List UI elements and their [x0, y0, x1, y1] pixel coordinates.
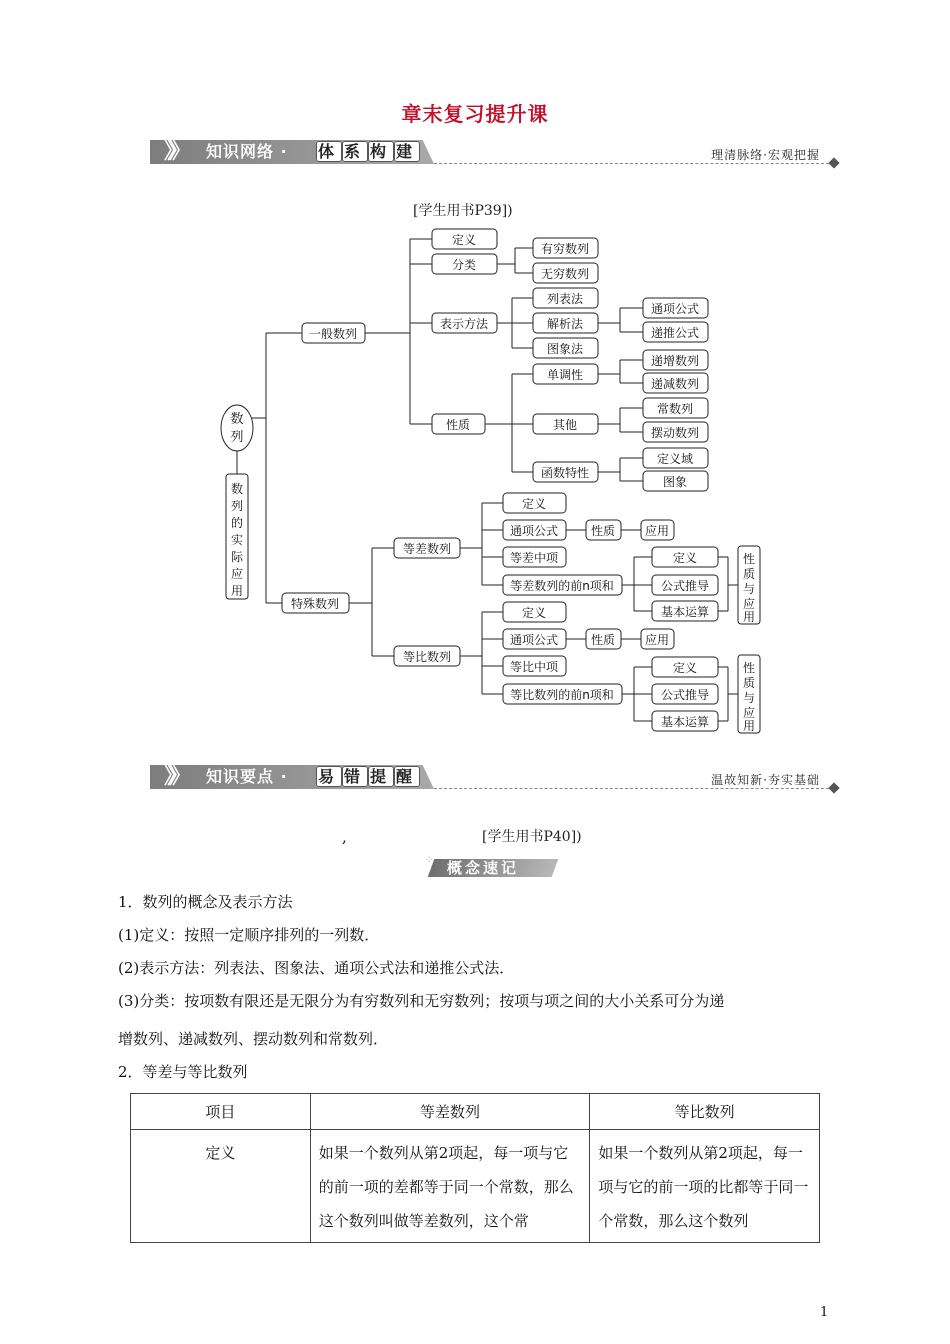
paragraph: 2．等差与等比数列 [118, 1063, 248, 1081]
chevron-icon: 》》 [164, 764, 186, 789]
node-arith-property: 性质 [590, 524, 616, 538]
paragraph: (3)分类：按项数有限还是无限分为有穷数列和无穷数列；按项与项之间的大小关系可分为递 [118, 992, 725, 1010]
node-arith-derive: 公式推导 [660, 579, 710, 593]
node-geom-sum: 等比数列的前n项和 [510, 688, 614, 702]
node-increasing: 递增数列 [650, 354, 700, 368]
table-header-row [131, 1094, 820, 1130]
banner-label: 知识网络 · [206, 142, 288, 161]
app-char: 实 [230, 533, 244, 547]
node-other: 其他 [552, 418, 578, 432]
prop-apply-char: 质 [742, 567, 756, 581]
stray-comma: , [342, 828, 347, 846]
node-geom-def: 定义 [521, 606, 547, 620]
table-header: 项目 [131, 1094, 311, 1130]
node-image: 图象 [662, 475, 688, 489]
node-arith-sum-def: 定义 [672, 551, 698, 565]
node-geom-mean: 等比中项 [509, 660, 559, 674]
chevron-icon: 》》 [164, 139, 186, 164]
node-finite: 有穷数列 [540, 242, 590, 256]
node-arith: 等差数列 [402, 542, 452, 556]
banner-right-caption: 温故知新·夯实基础 [711, 773, 820, 787]
prop-apply-char: 质 [742, 676, 756, 690]
dots-icon: ⁘ [425, 855, 434, 866]
app-char: 数 [230, 482, 244, 496]
paragraph: (2)表示方法：列表法、图象法、通项公式法和递推公式法． [118, 959, 515, 977]
table-cell: 如果一个数列从第2项起，每一项与它的前一项的比都等于同一个常数，那么这个数列 [590, 1130, 820, 1243]
node-analytic: 解析法 [546, 317, 584, 331]
node-arith-formula: 通项公式 [509, 524, 559, 538]
table-cell: 如果一个数列从第2项起，每一项与它的前一项的差都等于同一个常数，那么这个数列叫做等差数列，这个常 [310, 1130, 590, 1243]
node-oscillating: 摆动数列 [650, 426, 700, 440]
sub-heading-text: 概念速记 [447, 859, 520, 877]
prop-apply-char: 性 [742, 552, 756, 566]
node-infinite: 无穷数列 [540, 267, 590, 281]
table-row [131, 1130, 820, 1243]
node-geom-derive: 公式推导 [660, 688, 710, 702]
prop-apply-char: 用 [742, 610, 756, 624]
prop-apply-char: 应 [742, 706, 756, 720]
app-char: 的 [230, 516, 244, 530]
node-arith-def: 定义 [521, 497, 547, 511]
node-geom-apply: 应用 [644, 633, 670, 647]
node-arith-sum: 等差数列的前n项和 [510, 579, 614, 593]
node-graph-method: 图象法 [546, 342, 584, 356]
diamond-icon [828, 782, 839, 793]
node-definition: 定义 [451, 233, 477, 247]
node-constant: 常数列 [656, 402, 694, 416]
node-recursive-formula: 递推公式 [650, 326, 700, 340]
node-arith-mean: 等差中项 [509, 551, 559, 565]
app-char: 应 [230, 567, 244, 581]
prop-apply-char: 与 [742, 582, 756, 596]
app-char: 际 [230, 550, 244, 564]
paragraph: 1．数列的概念及表示方法 [118, 893, 293, 911]
table-header: 等差数列 [310, 1094, 590, 1130]
node-general: 一般数列 [308, 327, 358, 341]
node-monotonic: 单调性 [546, 368, 584, 382]
banner-label: 知识要点 · [206, 767, 288, 786]
root-label-2: 列 [230, 430, 244, 445]
app-char: 用 [230, 584, 244, 598]
prop-apply-char: 与 [742, 691, 756, 705]
node-general-formula: 通项公式 [650, 302, 700, 316]
node-classify: 分类 [451, 258, 477, 272]
node-geom-calc: 基本运算 [660, 715, 710, 729]
root-label-1: 数 [230, 412, 244, 427]
banner-rule [434, 788, 834, 789]
prop-apply-char: 性 [742, 661, 756, 675]
node-domain: 定义域 [656, 452, 694, 466]
sub-heading [425, 855, 565, 881]
student-book-reference: [学生用书P39]) [413, 203, 513, 219]
paragraph: (1)定义：按照一定顺序排列的一列数． [118, 926, 380, 944]
node-geom-property: 性质 [590, 633, 616, 647]
node-geom-formula: 通项公式 [509, 633, 559, 647]
section-banner-key-points [150, 761, 840, 793]
prop-apply-char: 应 [742, 597, 756, 611]
prop-apply-char: 用 [742, 719, 756, 733]
node-geom-sum-def: 定义 [672, 661, 698, 675]
node-table-method: 列表法 [546, 292, 584, 306]
app-char: 列 [230, 499, 244, 513]
node-property: 性质 [445, 418, 471, 432]
table-cell: 定义 [131, 1130, 311, 1243]
node-geom: 等比数列 [402, 650, 452, 664]
banner-right-caption: 理清脉络·宏观把握 [711, 148, 820, 162]
node-arith-calc: 基本运算 [660, 605, 710, 619]
node-represent: 表示方法 [439, 317, 489, 331]
node-special: 特殊数列 [290, 597, 340, 611]
banner-emphasis: 体 系 构 建 [318, 142, 419, 161]
node-func-prop: 函数特性 [540, 466, 590, 480]
node-decreasing: 递减数列 [650, 377, 700, 391]
comparison-table [130, 1093, 820, 1243]
paragraph: 增数列、递减数列、摆动数列和常数列． [118, 1030, 389, 1048]
student-book-reference: [学生用书P40]) [482, 829, 582, 845]
banner-emphasis: 易 错 提 醒 [318, 767, 419, 786]
page-title: 章末复习提升课 [401, 102, 549, 126]
node-arith-apply: 应用 [644, 524, 670, 538]
page-number: 1 [820, 1305, 829, 1320]
table-header: 等比数列 [590, 1094, 820, 1130]
